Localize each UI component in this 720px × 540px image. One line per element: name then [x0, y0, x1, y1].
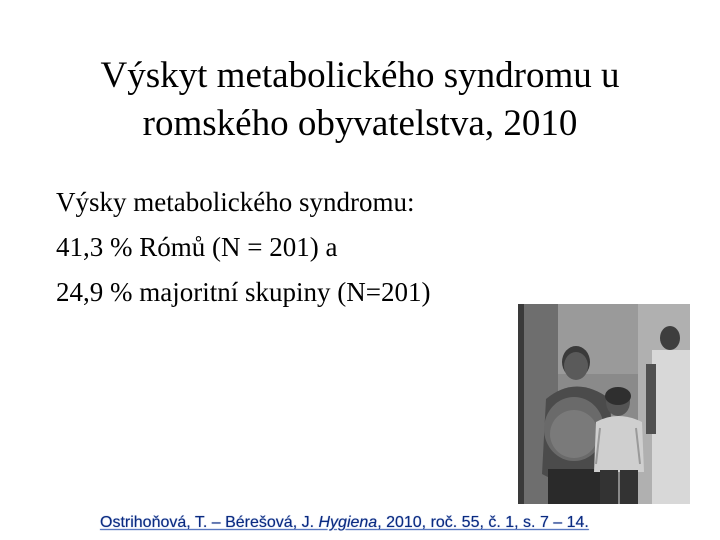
- citation-authors: Ostrihoňová, T. – Bérešová, J.: [100, 514, 319, 531]
- body-line-1: Výsky metabolického syndromu:: [56, 187, 415, 217]
- family-photo: [518, 304, 690, 504]
- slide-title-line-1: Výskyt metabolického syndromu u: [100, 55, 620, 96]
- body-line-3: 24,9 % majoritní skupiny (N=201): [56, 277, 431, 307]
- citation-details: , 2010, roč. 55, č. 1, s. 7 – 14.: [377, 514, 589, 531]
- photo-of-family-icon: [518, 304, 690, 504]
- slide-body: [56, 180, 526, 315]
- citation[interactable]: [100, 512, 680, 534]
- slide-title: [40, 52, 680, 148]
- slide-title-line-2: romského obyvatelstva, 2010: [142, 103, 578, 144]
- citation-journal: Hygiena: [318, 514, 378, 531]
- body-line-2: 41,3 % Rómů (N = 201) a: [56, 232, 338, 262]
